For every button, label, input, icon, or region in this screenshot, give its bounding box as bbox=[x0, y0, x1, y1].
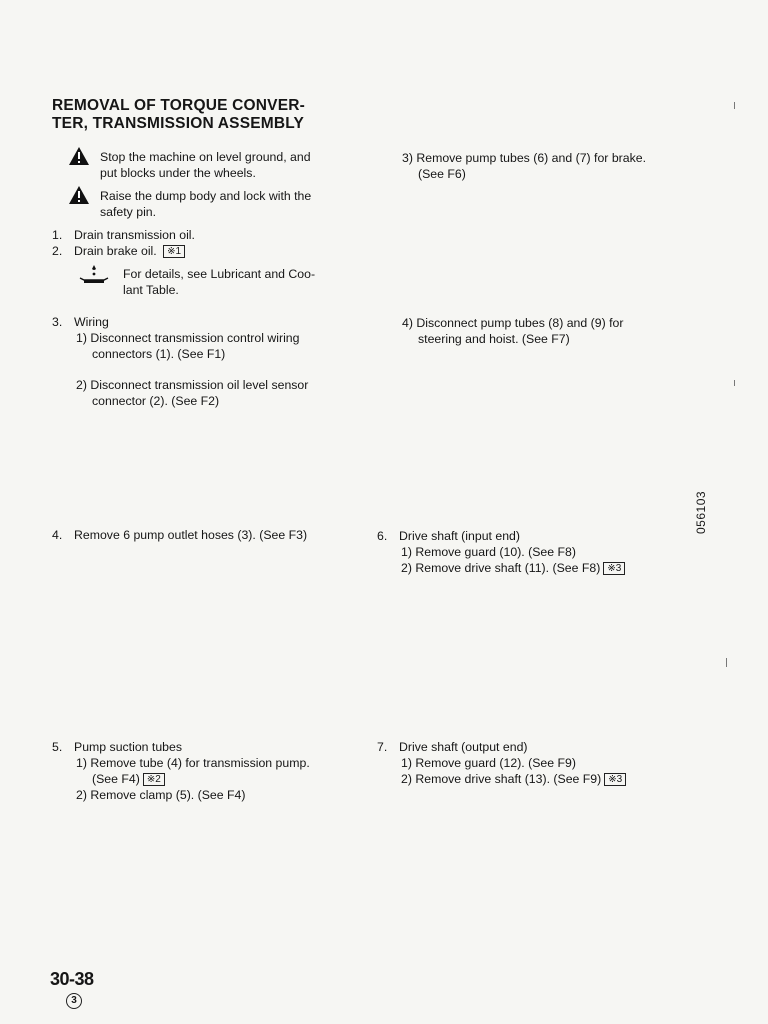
step-2: 2. Drain brake oil. ※1 bbox=[52, 243, 185, 259]
step-3-sub-2: 2) Disconnect transmission oil level sensor connector (2). (See F2) bbox=[76, 378, 309, 408]
warning-icon bbox=[68, 185, 90, 205]
step-1: 1. Drain transmission oil. bbox=[52, 228, 195, 242]
margin-mark bbox=[734, 380, 735, 386]
step-5: 5. Pump suction tubes 1) Remove tube (4) for transmission pump. (See F4) ※2 2) Remove clamp (5). (See F4) bbox=[52, 740, 310, 802]
reference-box: ※3 bbox=[603, 562, 625, 575]
document-code: 056103 bbox=[694, 490, 708, 534]
step-3-sub-4: 4) Disconnect pump tubes (8) and (9) for steering and hoist. (See F7) bbox=[402, 316, 624, 346]
margin-mark bbox=[726, 658, 727, 667]
reference-box: ※1 bbox=[163, 245, 185, 258]
warning-text-2: Raise the dump body and lock with the safety pin. bbox=[100, 189, 312, 219]
step-3: 3. Wiring 1) Disconnect transmission control wiring connectors (1). (See F1) bbox=[52, 315, 300, 361]
warning-text-1: Stop the machine on level ground, and put blocks under the wheels. bbox=[100, 150, 311, 180]
section-title bbox=[52, 97, 372, 133]
title-line-1: REMOVAL OF TORQUE CONVER- bbox=[52, 97, 306, 114]
step-4: 4. Remove 6 pump outlet hoses (3). (See F3) bbox=[52, 528, 308, 542]
margin-mark bbox=[734, 102, 735, 109]
oil-note: For details, see Lubricant and Coo- lant Table. bbox=[123, 267, 316, 297]
reference-box: ※2 bbox=[143, 773, 165, 786]
title-line-2: TER, TRANSMISSION ASSEMBLY bbox=[52, 115, 305, 132]
step-3-sub-3: 3) Remove pump tubes (6) and (7) for brake. (See F6) bbox=[402, 151, 646, 181]
revision-mark: 3 bbox=[66, 993, 82, 1009]
page-number: 30-38 bbox=[50, 969, 94, 989]
warning-icon bbox=[68, 146, 90, 166]
step-6: 6. Drive shaft (input end) 1) Remove guard (10). (See F8) 2) Remove drive shaft (11). (See F8) ※3 bbox=[377, 528, 625, 576]
step-7: 7. Drive shaft (output end) 1) Remove guard (12). (See F9) 2) Remove drive shaft (13). (See F9) ※3 bbox=[377, 739, 626, 787]
reference-box: ※3 bbox=[604, 773, 626, 786]
oil-drain-icon bbox=[78, 264, 110, 286]
